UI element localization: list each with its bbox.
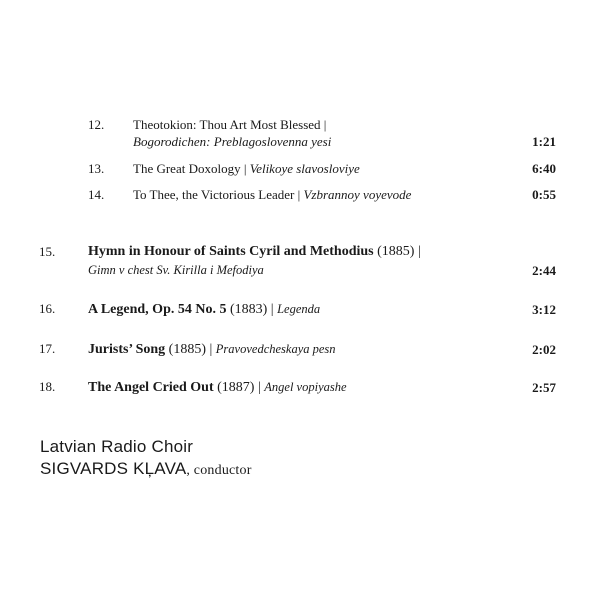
track-title: Jurists’ Song — [88, 342, 166, 357]
choir-name: Latvian Radio Choir — [40, 437, 194, 456]
track-16 — [0, 300, 600, 318]
track-title: Hymn in Honour of Saints Cyril and Methodius — [88, 244, 374, 259]
track-subtitle: Velikoye slavosloviye — [249, 161, 360, 176]
track-duration: 6:40 — [532, 161, 556, 176]
track-subtitle: Legenda — [277, 302, 321, 316]
track-title: To Thee, the Victorious Leader | — [133, 187, 301, 202]
track-title: The Great Doxology | — [133, 161, 247, 176]
track-number: 17. — [39, 341, 56, 356]
track-title-line — [88, 300, 320, 319]
track-number: 14. — [88, 187, 105, 202]
conductor-role: , conductor — [186, 463, 252, 478]
track-title-line — [133, 186, 411, 203]
track-duration: 0:55 — [532, 187, 556, 202]
track-year: (1885) | — [168, 342, 213, 357]
track-year: (1885) | — [377, 244, 421, 259]
track-title-line — [88, 378, 347, 397]
track-title: Theotokion: Thou Art Most Blessed | — [133, 117, 327, 132]
track-duration: 1:21 — [532, 134, 556, 149]
track-subtitle: Angel vopiyashe — [264, 380, 347, 394]
track-18 — [0, 378, 600, 396]
track-title: A Legend, Op. 54 No. 5 — [88, 302, 227, 317]
conductor-line — [40, 458, 252, 482]
track-number: 15. — [39, 244, 56, 259]
track-15 — [0, 243, 600, 279]
track-number: 12. — [88, 117, 105, 132]
track-number: 16. — [39, 301, 56, 316]
track-year: (1887) | — [217, 380, 261, 395]
track-duration: 2:02 — [532, 342, 556, 357]
track-14 — [0, 186, 600, 203]
track-year: (1883) | — [229, 302, 274, 317]
track-17 — [0, 340, 600, 358]
track-number: 13. — [88, 161, 105, 176]
track-subtitle: Gimn v chest Sv. Kirilla i Mefodiya — [88, 263, 264, 277]
track-13 — [0, 160, 600, 177]
track-subtitle: Vzbrannoy voyevode — [303, 187, 412, 202]
track-title-line — [88, 340, 336, 359]
track-12 — [0, 116, 600, 150]
performer-credits — [40, 436, 252, 482]
track-title-line — [133, 160, 360, 177]
track-duration: 2:44 — [532, 263, 556, 278]
track-title: The Angel Cried Out — [88, 380, 214, 395]
track-title-line — [88, 243, 421, 261]
track-duration: 2:57 — [532, 380, 556, 395]
track-subtitle: Bogorodichen: Preblagoslovenna yesi — [133, 134, 332, 149]
track-duration: 3:12 — [532, 302, 556, 317]
track-number: 18. — [39, 379, 56, 394]
conductor-name: SIGVARDS KĻAVA — [40, 459, 187, 478]
track-subtitle: Pravovedcheskaya pesn — [215, 342, 336, 356]
